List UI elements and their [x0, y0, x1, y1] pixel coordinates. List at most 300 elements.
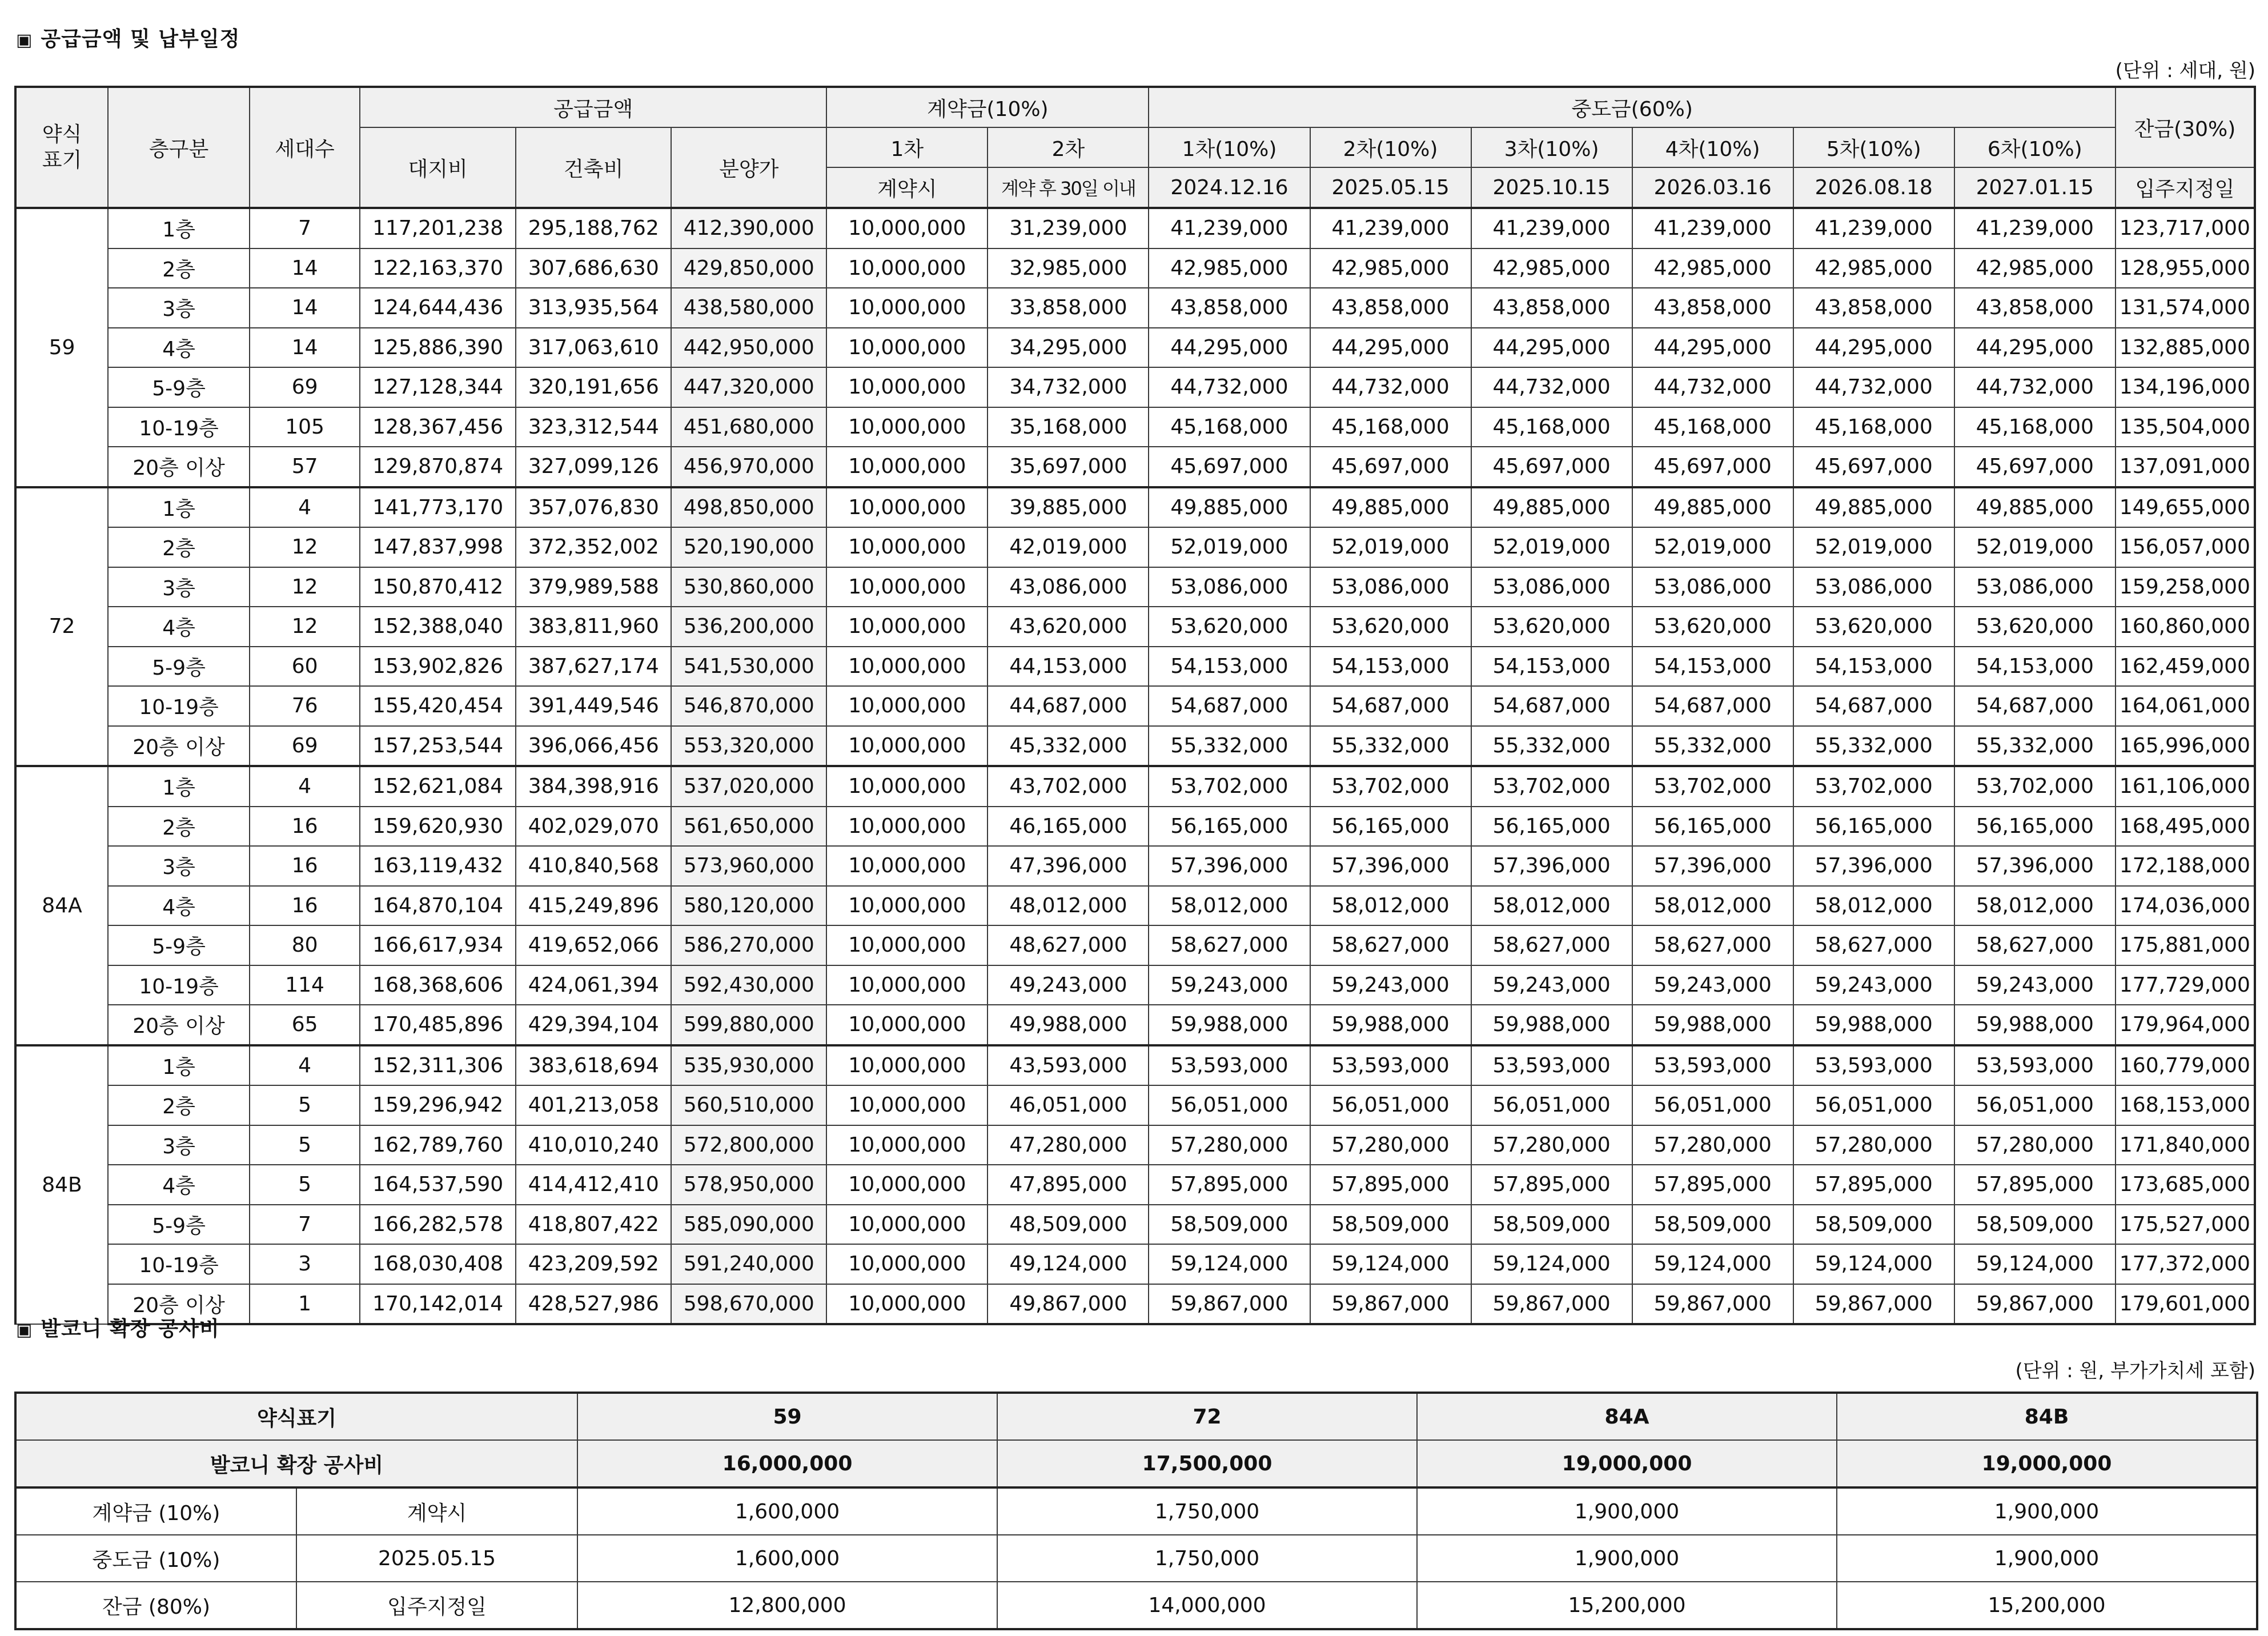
header-sale: 분양가: [671, 127, 826, 208]
table-row: [15, 527, 2255, 567]
middle-payment-2-cell: 54,153,000: [1310, 647, 1471, 687]
deposit-2-cell: 46,165,000: [988, 807, 1149, 847]
deposit-1-cell: 10,000,000: [826, 686, 988, 726]
units-cell: 14: [250, 328, 360, 368]
deposit-2-cell: 43,702,000: [988, 766, 1149, 807]
middle-payment-6-cell: 41,239,000: [1954, 208, 2116, 248]
table-row: [15, 686, 2255, 726]
middle-payment-5-cell: 45,697,000: [1793, 447, 1954, 487]
middle-payment-3-cell: 56,165,000: [1471, 807, 1632, 847]
middle-payment-3-cell: 59,124,000: [1471, 1244, 1632, 1284]
middle-payment-6-cell: 44,295,000: [1954, 328, 2116, 368]
header-mid-2: 2차(10%): [1310, 127, 1471, 167]
floor-cell: 4층: [108, 607, 250, 647]
deposit-1-cell: 10,000,000: [826, 567, 988, 607]
middle-payment-1-cell: 55,332,000: [1149, 726, 1310, 767]
land-cost-cell: 152,311,306: [360, 1045, 516, 1086]
floor-cell: 2층: [108, 248, 250, 288]
balance-cell: 168,495,000: [2116, 807, 2255, 847]
land-cost-cell: 166,617,934: [360, 925, 516, 965]
table-row: [15, 328, 2255, 368]
floor-cell: 1층: [108, 208, 250, 248]
building-cost-cell: 384,398,916: [516, 766, 671, 807]
type-cell: 59: [15, 208, 108, 487]
balcony-value: 15,200,000: [1837, 1582, 2257, 1629]
middle-payment-1-cell: 59,988,000: [1149, 1005, 1310, 1045]
header-dep2-date: 계약 후 30일 이내: [988, 167, 1149, 208]
sale-price-cell: 572,800,000: [671, 1125, 826, 1165]
middle-payment-2-cell: 53,702,000: [1310, 766, 1471, 807]
building-cost-cell: 372,352,002: [516, 527, 671, 567]
middle-payment-5-cell: 53,086,000: [1793, 567, 1954, 607]
middle-payment-5-cell: 44,295,000: [1793, 328, 1954, 368]
land-cost-cell: 153,902,826: [360, 647, 516, 687]
floor-cell: 2층: [108, 1085, 250, 1125]
balcony-cost-84a: 19,000,000: [1417, 1440, 1837, 1487]
balance-cell: 177,729,000: [2116, 965, 2255, 1005]
middle-payment-5-cell: 57,280,000: [1793, 1125, 1954, 1165]
deposit-2-cell: 43,620,000: [988, 607, 1149, 647]
deposit-2-cell: 35,168,000: [988, 407, 1149, 447]
header-units: 세대수: [250, 87, 360, 208]
middle-payment-3-cell: 57,396,000: [1471, 846, 1632, 886]
table-row: [15, 487, 2255, 528]
middle-payment-3-cell: 49,885,000: [1471, 487, 1632, 528]
middle-payment-6-cell: 58,509,000: [1954, 1205, 2116, 1245]
balcony-type-84b: 84B: [1837, 1393, 2257, 1440]
middle-payment-5-cell: 44,732,000: [1793, 367, 1954, 407]
building-cost-cell: 410,010,240: [516, 1125, 671, 1165]
middle-payment-3-cell: 56,051,000: [1471, 1085, 1632, 1125]
header-mid-6: 6차(10%): [1954, 127, 2116, 167]
header-mid-date-4: 2026.03.16: [1632, 167, 1793, 208]
table-row: [15, 447, 2255, 487]
middle-payment-2-cell: 41,239,000: [1310, 208, 1471, 248]
table-row: [15, 607, 2255, 647]
floor-cell: 4층: [108, 1165, 250, 1205]
balance-cell: 134,196,000: [2116, 367, 2255, 407]
middle-payment-6-cell: 59,867,000: [1954, 1284, 2116, 1325]
building-cost-cell: 402,029,070: [516, 807, 671, 847]
balance-cell: 135,504,000: [2116, 407, 2255, 447]
middle-payment-1-cell: 57,280,000: [1149, 1125, 1310, 1165]
sale-price-cell: 451,680,000: [671, 407, 826, 447]
building-cost-cell: 415,249,896: [516, 886, 671, 926]
balance-cell: 179,601,000: [2116, 1284, 2255, 1325]
deposit-2-cell: 49,988,000: [988, 1005, 1149, 1045]
middle-payment-1-cell: 49,885,000: [1149, 487, 1310, 528]
middle-payment-4-cell: 59,243,000: [1632, 965, 1793, 1005]
balcony-section-title-text: 발코니 확장 공사비: [41, 1317, 220, 1341]
type-cell: 72: [15, 487, 108, 767]
units-cell: 7: [250, 1205, 360, 1245]
balcony-cost-59: 16,000,000: [577, 1440, 997, 1487]
middle-payment-5-cell: 56,051,000: [1793, 1085, 1954, 1125]
balcony-value: 12,800,000: [577, 1582, 997, 1629]
deposit-2-cell: 46,051,000: [988, 1085, 1149, 1125]
header-mid-date-2: 2025.05.15: [1310, 167, 1471, 208]
building-cost-cell: 391,449,546: [516, 686, 671, 726]
land-cost-cell: 159,620,930: [360, 807, 516, 847]
land-cost-cell: 166,282,578: [360, 1205, 516, 1245]
table-row: [15, 367, 2255, 407]
balance-cell: 159,258,000: [2116, 567, 2255, 607]
land-cost-cell: 122,163,370: [360, 248, 516, 288]
middle-payment-3-cell: 57,280,000: [1471, 1125, 1632, 1165]
land-cost-cell: 128,367,456: [360, 407, 516, 447]
units-cell: 12: [250, 527, 360, 567]
balcony-row-label: 잔금 (80%): [15, 1582, 296, 1629]
middle-payment-3-cell: 53,620,000: [1471, 607, 1632, 647]
middle-payment-1-cell: 53,620,000: [1149, 607, 1310, 647]
header-floor: 층구분: [108, 87, 250, 208]
middle-payment-5-cell: 53,593,000: [1793, 1045, 1954, 1086]
land-cost-cell: 117,201,238: [360, 208, 516, 248]
middle-payment-1-cell: 44,732,000: [1149, 367, 1310, 407]
table-row: [15, 567, 2255, 607]
middle-payment-2-cell: 44,732,000: [1310, 367, 1471, 407]
balcony-row-label: 중도금 (10%): [15, 1535, 296, 1582]
middle-payment-6-cell: 53,620,000: [1954, 607, 2116, 647]
middle-payment-2-cell: 59,867,000: [1310, 1284, 1471, 1325]
middle-payment-6-cell: 44,732,000: [1954, 367, 2116, 407]
building-cost-cell: 414,412,410: [516, 1165, 671, 1205]
middle-payment-3-cell: 55,332,000: [1471, 726, 1632, 767]
table-row: [15, 726, 2255, 767]
table-row: [15, 965, 2255, 1005]
units-cell: 16: [250, 807, 360, 847]
balance-cell: 171,840,000: [2116, 1125, 2255, 1165]
balcony-row-deposit: [15, 1487, 2257, 1535]
table-row: [15, 288, 2255, 328]
deposit-1-cell: 10,000,000: [826, 1284, 988, 1325]
square-bullet-icon: ▣: [16, 30, 33, 50]
middle-payment-4-cell: 45,697,000: [1632, 447, 1793, 487]
sale-price-cell: 560,510,000: [671, 1085, 826, 1125]
middle-payment-2-cell: 53,620,000: [1310, 607, 1471, 647]
balcony-value: 14,000,000: [997, 1582, 1417, 1629]
building-cost-cell: 387,627,174: [516, 647, 671, 687]
floor-cell: 5-9층: [108, 647, 250, 687]
floor-cell: 10-19층: [108, 407, 250, 447]
deposit-2-cell: 47,280,000: [988, 1125, 1149, 1165]
middle-payment-4-cell: 52,019,000: [1632, 527, 1793, 567]
balance-cell: 173,685,000: [2116, 1165, 2255, 1205]
middle-payment-1-cell: 45,168,000: [1149, 407, 1310, 447]
middle-payment-4-cell: 44,732,000: [1632, 367, 1793, 407]
middle-payment-1-cell: 42,985,000: [1149, 248, 1310, 288]
middle-payment-5-cell: 42,985,000: [1793, 248, 1954, 288]
balance-cell: 162,459,000: [2116, 647, 2255, 687]
units-cell: 12: [250, 567, 360, 607]
building-cost-cell: 396,066,456: [516, 726, 671, 767]
floor-cell: 4층: [108, 328, 250, 368]
balance-cell: 165,996,000: [2116, 726, 2255, 767]
balcony-value: 1,900,000: [1417, 1535, 1837, 1582]
middle-payment-4-cell: 56,165,000: [1632, 807, 1793, 847]
middle-payment-4-cell: 53,702,000: [1632, 766, 1793, 807]
sale-price-cell: 536,200,000: [671, 607, 826, 647]
deposit-2-cell: 49,867,000: [988, 1284, 1149, 1325]
deposit-1-cell: 10,000,000: [826, 487, 988, 528]
balcony-row-date: 2025.05.15: [296, 1535, 577, 1582]
middle-payment-6-cell: 49,885,000: [1954, 487, 2116, 528]
deposit-2-cell: 45,332,000: [988, 726, 1149, 767]
middle-payment-6-cell: 45,168,000: [1954, 407, 2116, 447]
middle-payment-3-cell: 57,895,000: [1471, 1165, 1632, 1205]
balcony-type-59: 59: [577, 1393, 997, 1440]
sale-price-cell: 442,950,000: [671, 328, 826, 368]
units-cell: 1: [250, 1284, 360, 1325]
land-cost-cell: 152,621,084: [360, 766, 516, 807]
units-cell: 4: [250, 1045, 360, 1086]
balcony-type-84a: 84A: [1417, 1393, 1837, 1440]
sale-price-cell: 599,880,000: [671, 1005, 826, 1045]
middle-payment-5-cell: 53,702,000: [1793, 766, 1954, 807]
land-cost-cell: 129,870,874: [360, 447, 516, 487]
units-cell: 4: [250, 766, 360, 807]
sale-price-cell: 586,270,000: [671, 925, 826, 965]
deposit-1-cell: 10,000,000: [826, 1244, 988, 1284]
balance-cell: 132,885,000: [2116, 328, 2255, 368]
supply-section-title-text: 공급금액 및 납부일정: [41, 27, 240, 51]
table-row: [15, 208, 2255, 248]
balcony-value: 1,900,000: [1837, 1487, 2257, 1535]
middle-payment-3-cell: 45,168,000: [1471, 407, 1632, 447]
deposit-2-cell: 43,593,000: [988, 1045, 1149, 1086]
sale-price-cell: 530,860,000: [671, 567, 826, 607]
middle-payment-1-cell: 59,867,000: [1149, 1284, 1310, 1325]
balance-cell: 175,527,000: [2116, 1205, 2255, 1245]
floor-cell: 20층 이상: [108, 1005, 250, 1045]
middle-payment-5-cell: 58,509,000: [1793, 1205, 1954, 1245]
middle-payment-5-cell: 58,627,000: [1793, 925, 1954, 965]
floor-cell: 2층: [108, 807, 250, 847]
floor-cell: 3층: [108, 1125, 250, 1165]
building-cost-cell: 317,063,610: [516, 328, 671, 368]
balance-cell: 179,964,000: [2116, 1005, 2255, 1045]
middle-payment-6-cell: 56,051,000: [1954, 1085, 2116, 1125]
table-row: [15, 1085, 2255, 1125]
table-row: [15, 1005, 2255, 1045]
middle-payment-6-cell: 58,627,000: [1954, 925, 2116, 965]
balance-cell: 161,106,000: [2116, 766, 2255, 807]
middle-payment-2-cell: 57,396,000: [1310, 846, 1471, 886]
balcony-cost-label: 발코니 확장 공사비: [15, 1440, 577, 1487]
deposit-1-cell: 10,000,000: [826, 208, 988, 248]
middle-payment-2-cell: 58,012,000: [1310, 886, 1471, 926]
sale-price-cell: 447,320,000: [671, 367, 826, 407]
balcony-unit-note: (단위 : 원, 부가가치세 포함): [2015, 1360, 2255, 1382]
land-cost-cell: 168,030,408: [360, 1244, 516, 1284]
middle-payment-2-cell: 45,168,000: [1310, 407, 1471, 447]
header-dep1: 1차: [826, 127, 988, 167]
floor-cell: 20층 이상: [108, 726, 250, 767]
land-cost-cell: 124,644,436: [360, 288, 516, 328]
floor-cell: 20층 이상: [108, 1284, 250, 1325]
land-cost-cell: 164,537,590: [360, 1165, 516, 1205]
units-cell: 12: [250, 607, 360, 647]
middle-payment-2-cell: 54,687,000: [1310, 686, 1471, 726]
deposit-2-cell: 43,086,000: [988, 567, 1149, 607]
middle-payment-1-cell: 53,593,000: [1149, 1045, 1310, 1086]
middle-payment-1-cell: 54,153,000: [1149, 647, 1310, 687]
land-cost-cell: 147,837,998: [360, 527, 516, 567]
middle-payment-4-cell: 49,885,000: [1632, 487, 1793, 528]
land-cost-cell: 152,388,040: [360, 607, 516, 647]
middle-payment-2-cell: 45,697,000: [1310, 447, 1471, 487]
balance-cell: 137,091,000: [2116, 447, 2255, 487]
middle-payment-3-cell: 59,988,000: [1471, 1005, 1632, 1045]
deposit-2-cell: 32,985,000: [988, 248, 1149, 288]
deposit-1-cell: 10,000,000: [826, 846, 988, 886]
middle-payment-4-cell: 53,086,000: [1632, 567, 1793, 607]
floor-cell: 5-9층: [108, 367, 250, 407]
header-mid-date-6: 2027.01.15: [1954, 167, 2116, 208]
middle-payment-1-cell: 44,295,000: [1149, 328, 1310, 368]
deposit-1-cell: 10,000,000: [826, 1165, 988, 1205]
middle-payment-6-cell: 56,165,000: [1954, 807, 2116, 847]
header-land: 대지비: [360, 127, 516, 208]
building-cost-cell: 423,209,592: [516, 1244, 671, 1284]
units-cell: 3: [250, 1244, 360, 1284]
land-cost-cell: 157,253,544: [360, 726, 516, 767]
floor-cell: 20층 이상: [108, 447, 250, 487]
floor-cell: 10-19층: [108, 1244, 250, 1284]
table-row: [15, 647, 2255, 687]
deposit-1-cell: 10,000,000: [826, 607, 988, 647]
land-cost-cell: 168,368,606: [360, 965, 516, 1005]
middle-payment-5-cell: 56,165,000: [1793, 807, 1954, 847]
table-row: [15, 1165, 2255, 1205]
units-cell: 16: [250, 886, 360, 926]
middle-payment-2-cell: 57,280,000: [1310, 1125, 1471, 1165]
deposit-2-cell: 39,885,000: [988, 487, 1149, 528]
land-cost-cell: 159,296,942: [360, 1085, 516, 1125]
middle-payment-1-cell: 53,702,000: [1149, 766, 1310, 807]
middle-payment-4-cell: 58,012,000: [1632, 886, 1793, 926]
middle-payment-3-cell: 53,702,000: [1471, 766, 1632, 807]
deposit-1-cell: 10,000,000: [826, 328, 988, 368]
deposit-2-cell: 49,243,000: [988, 965, 1149, 1005]
middle-payment-6-cell: 54,153,000: [1954, 647, 2116, 687]
units-cell: 5: [250, 1085, 360, 1125]
balance-cell: 160,779,000: [2116, 1045, 2255, 1086]
building-cost-cell: 401,213,058: [516, 1085, 671, 1125]
balcony-cost-72: 17,500,000: [997, 1440, 1417, 1487]
sale-price-cell: 578,950,000: [671, 1165, 826, 1205]
floor-cell: 10-19층: [108, 686, 250, 726]
middle-payment-5-cell: 41,239,000: [1793, 208, 1954, 248]
sale-price-cell: 546,870,000: [671, 686, 826, 726]
deposit-2-cell: 47,895,000: [988, 1165, 1149, 1205]
land-cost-cell: 164,870,104: [360, 886, 516, 926]
middle-payment-6-cell: 42,985,000: [1954, 248, 2116, 288]
deposit-2-cell: 49,124,000: [988, 1244, 1149, 1284]
deposit-1-cell: 10,000,000: [826, 1125, 988, 1165]
header-mid-date-5: 2026.08.18: [1793, 167, 1954, 208]
middle-payment-3-cell: 59,867,000: [1471, 1284, 1632, 1325]
deposit-1-cell: 10,000,000: [826, 447, 988, 487]
middle-payment-1-cell: 53,086,000: [1149, 567, 1310, 607]
sale-price-cell: 537,020,000: [671, 766, 826, 807]
units-cell: 69: [250, 726, 360, 767]
building-cost-cell: 295,188,762: [516, 208, 671, 248]
floor-cell: 4층: [108, 886, 250, 926]
units-cell: 5: [250, 1125, 360, 1165]
header-building: 건축비: [516, 127, 671, 208]
table-row: [15, 407, 2255, 447]
middle-payment-4-cell: 58,627,000: [1632, 925, 1793, 965]
middle-payment-3-cell: 54,687,000: [1471, 686, 1632, 726]
deposit-2-cell: 34,732,000: [988, 367, 1149, 407]
middle-payment-1-cell: 57,895,000: [1149, 1165, 1310, 1205]
sale-price-cell: 585,090,000: [671, 1205, 826, 1245]
floor-cell: 3층: [108, 846, 250, 886]
header-type: 약식 표기: [15, 87, 108, 208]
header-mid-1: 1차(10%): [1149, 127, 1310, 167]
middle-payment-5-cell: 57,895,000: [1793, 1165, 1954, 1205]
middle-payment-1-cell: 58,012,000: [1149, 886, 1310, 926]
units-cell: 4: [250, 487, 360, 528]
sale-price-cell: 598,670,000: [671, 1284, 826, 1325]
deposit-2-cell: 44,687,000: [988, 686, 1149, 726]
sale-price-cell: 438,580,000: [671, 288, 826, 328]
deposit-2-cell: 34,295,000: [988, 328, 1149, 368]
deposit-2-cell: 44,153,000: [988, 647, 1149, 687]
balance-cell: 168,153,000: [2116, 1085, 2255, 1125]
middle-payment-4-cell: 59,988,000: [1632, 1005, 1793, 1045]
middle-payment-6-cell: 54,687,000: [1954, 686, 2116, 726]
units-cell: 65: [250, 1005, 360, 1045]
middle-payment-5-cell: 59,988,000: [1793, 1005, 1954, 1045]
building-cost-cell: 383,811,960: [516, 607, 671, 647]
middle-payment-2-cell: 56,051,000: [1310, 1085, 1471, 1125]
table-row: [15, 1205, 2255, 1245]
middle-payment-2-cell: 55,332,000: [1310, 726, 1471, 767]
middle-payment-2-cell: 57,895,000: [1310, 1165, 1471, 1205]
balcony-header-label: 약식표기: [15, 1393, 577, 1440]
land-cost-cell: 127,128,344: [360, 367, 516, 407]
balcony-row-date: 계약시: [296, 1487, 577, 1535]
middle-payment-1-cell: 58,509,000: [1149, 1205, 1310, 1245]
middle-payment-5-cell: 59,243,000: [1793, 965, 1954, 1005]
units-cell: 5: [250, 1165, 360, 1205]
table-row: [15, 1244, 2255, 1284]
sale-price-cell: 498,850,000: [671, 487, 826, 528]
middle-payment-6-cell: 58,012,000: [1954, 886, 2116, 926]
middle-payment-2-cell: 53,086,000: [1310, 567, 1471, 607]
middle-payment-1-cell: 43,858,000: [1149, 288, 1310, 328]
middle-payment-6-cell: 45,697,000: [1954, 447, 2116, 487]
units-cell: 14: [250, 288, 360, 328]
building-cost-cell: 357,076,830: [516, 487, 671, 528]
middle-payment-3-cell: 45,697,000: [1471, 447, 1632, 487]
middle-payment-1-cell: 56,165,000: [1149, 807, 1310, 847]
sale-price-cell: 592,430,000: [671, 965, 826, 1005]
balcony-row-date: 입주지정일: [296, 1582, 577, 1629]
header-dep1-date: 계약시: [826, 167, 988, 208]
table-row: [15, 248, 2255, 288]
middle-payment-4-cell: 54,153,000: [1632, 647, 1793, 687]
deposit-1-cell: 10,000,000: [826, 965, 988, 1005]
middle-payment-3-cell: 58,509,000: [1471, 1205, 1632, 1245]
deposit-2-cell: 48,627,000: [988, 925, 1149, 965]
balance-cell: 172,188,000: [2116, 846, 2255, 886]
deposit-2-cell: 35,697,000: [988, 447, 1149, 487]
middle-payment-1-cell: 52,019,000: [1149, 527, 1310, 567]
middle-payment-4-cell: 53,620,000: [1632, 607, 1793, 647]
